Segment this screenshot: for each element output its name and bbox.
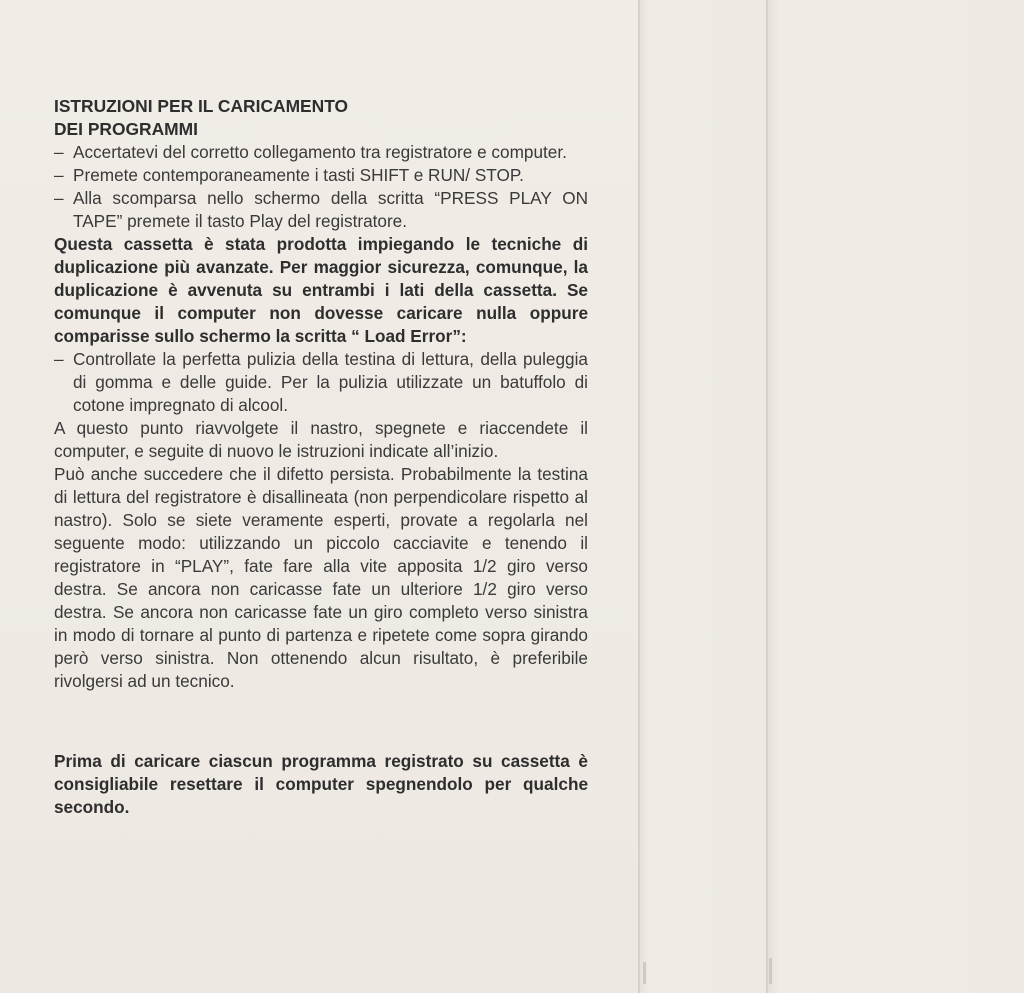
duplication-note: Questa cassetta è stata prodotta impiegando le tecniche di duplicazione più avanzate. Per maggior sicurezza, comunque, la duplicazione è avvenuta su entrambi i lati della cassetta. Se comunque il computer non dovesse caricare nulla oppure comparisse sullo schermo la scritta “ Load Error”:: [54, 234, 588, 346]
list-dash: –: [54, 188, 64, 208]
inlay-panel-spine: [640, 0, 766, 993]
paper-speck: [643, 962, 646, 984]
title-line-1: ISTRUZIONI PER IL CARICAMENTO: [54, 96, 349, 116]
step-cleaning: [54, 348, 588, 417]
inlay-panel-flap: [768, 0, 1024, 993]
step-press-play: [54, 187, 588, 233]
head-alignment-paragraph: Può anche succedere che il difetto persista. Probabilmente la testina di lettura del registratore è disallineata (non perpendicolare rispetto al nastro). Solo se siete veramente esperti, provate a regolarla nel seguente modo: utilizzando un piccolo cacciavite e tenendo il registratore in “PLAY”, fate fare alla vite apposita 1/2 giro verso destra. Se ancora non caricasse fate un ulteriore 1/2 giro verso destra. Se ancora non caricasse fate un giro completo verso sinistra in modo di tornare al punto di partenza e ripetete come sopra girando però verso sinistra. Non ottenendo alcun risultato, è preferibile rivolgersi ad un tecnico.: [54, 464, 588, 691]
step-shift-run-stop: [54, 164, 588, 187]
instructions-text: [54, 95, 588, 819]
step-text: Controllate la perfetta pulizia della testina di lettura, della puleggia di gomma e delle guide. Per la pulizia utilizzate un batuffolo di cotone impregnato di alcool.: [73, 349, 588, 415]
step-connection: [54, 141, 588, 164]
title-line-2: DEI PROGRAMMI: [54, 119, 198, 139]
reset-note: Prima di caricare ciascun programma registrato su cassetta è consigliabile resettare il computer spegnendolo per qualche secondo.: [54, 751, 588, 817]
list-dash: –: [54, 349, 64, 369]
fold-line: [766, 0, 768, 993]
step-text: Accertatevi del corretto collegamento tra registratore e computer.: [73, 142, 567, 162]
fold-line: [638, 0, 640, 993]
list-dash: –: [54, 142, 64, 162]
paper-speck: [769, 958, 772, 984]
step-text: Alla scomparsa nello schermo della scritta “PRESS PLAY ON TAPE” premete il tasto Play del registratore.: [73, 188, 588, 231]
rewind-paragraph: A questo punto riavvolgete il nastro, spegnete e riaccendete il computer, e seguite di nuovo le istruzioni indicate all’inizio.: [54, 418, 588, 461]
step-text: Premete contemporaneamente i tasti SHIFT e RUN/ STOP.: [73, 165, 524, 185]
list-dash: –: [54, 165, 64, 185]
